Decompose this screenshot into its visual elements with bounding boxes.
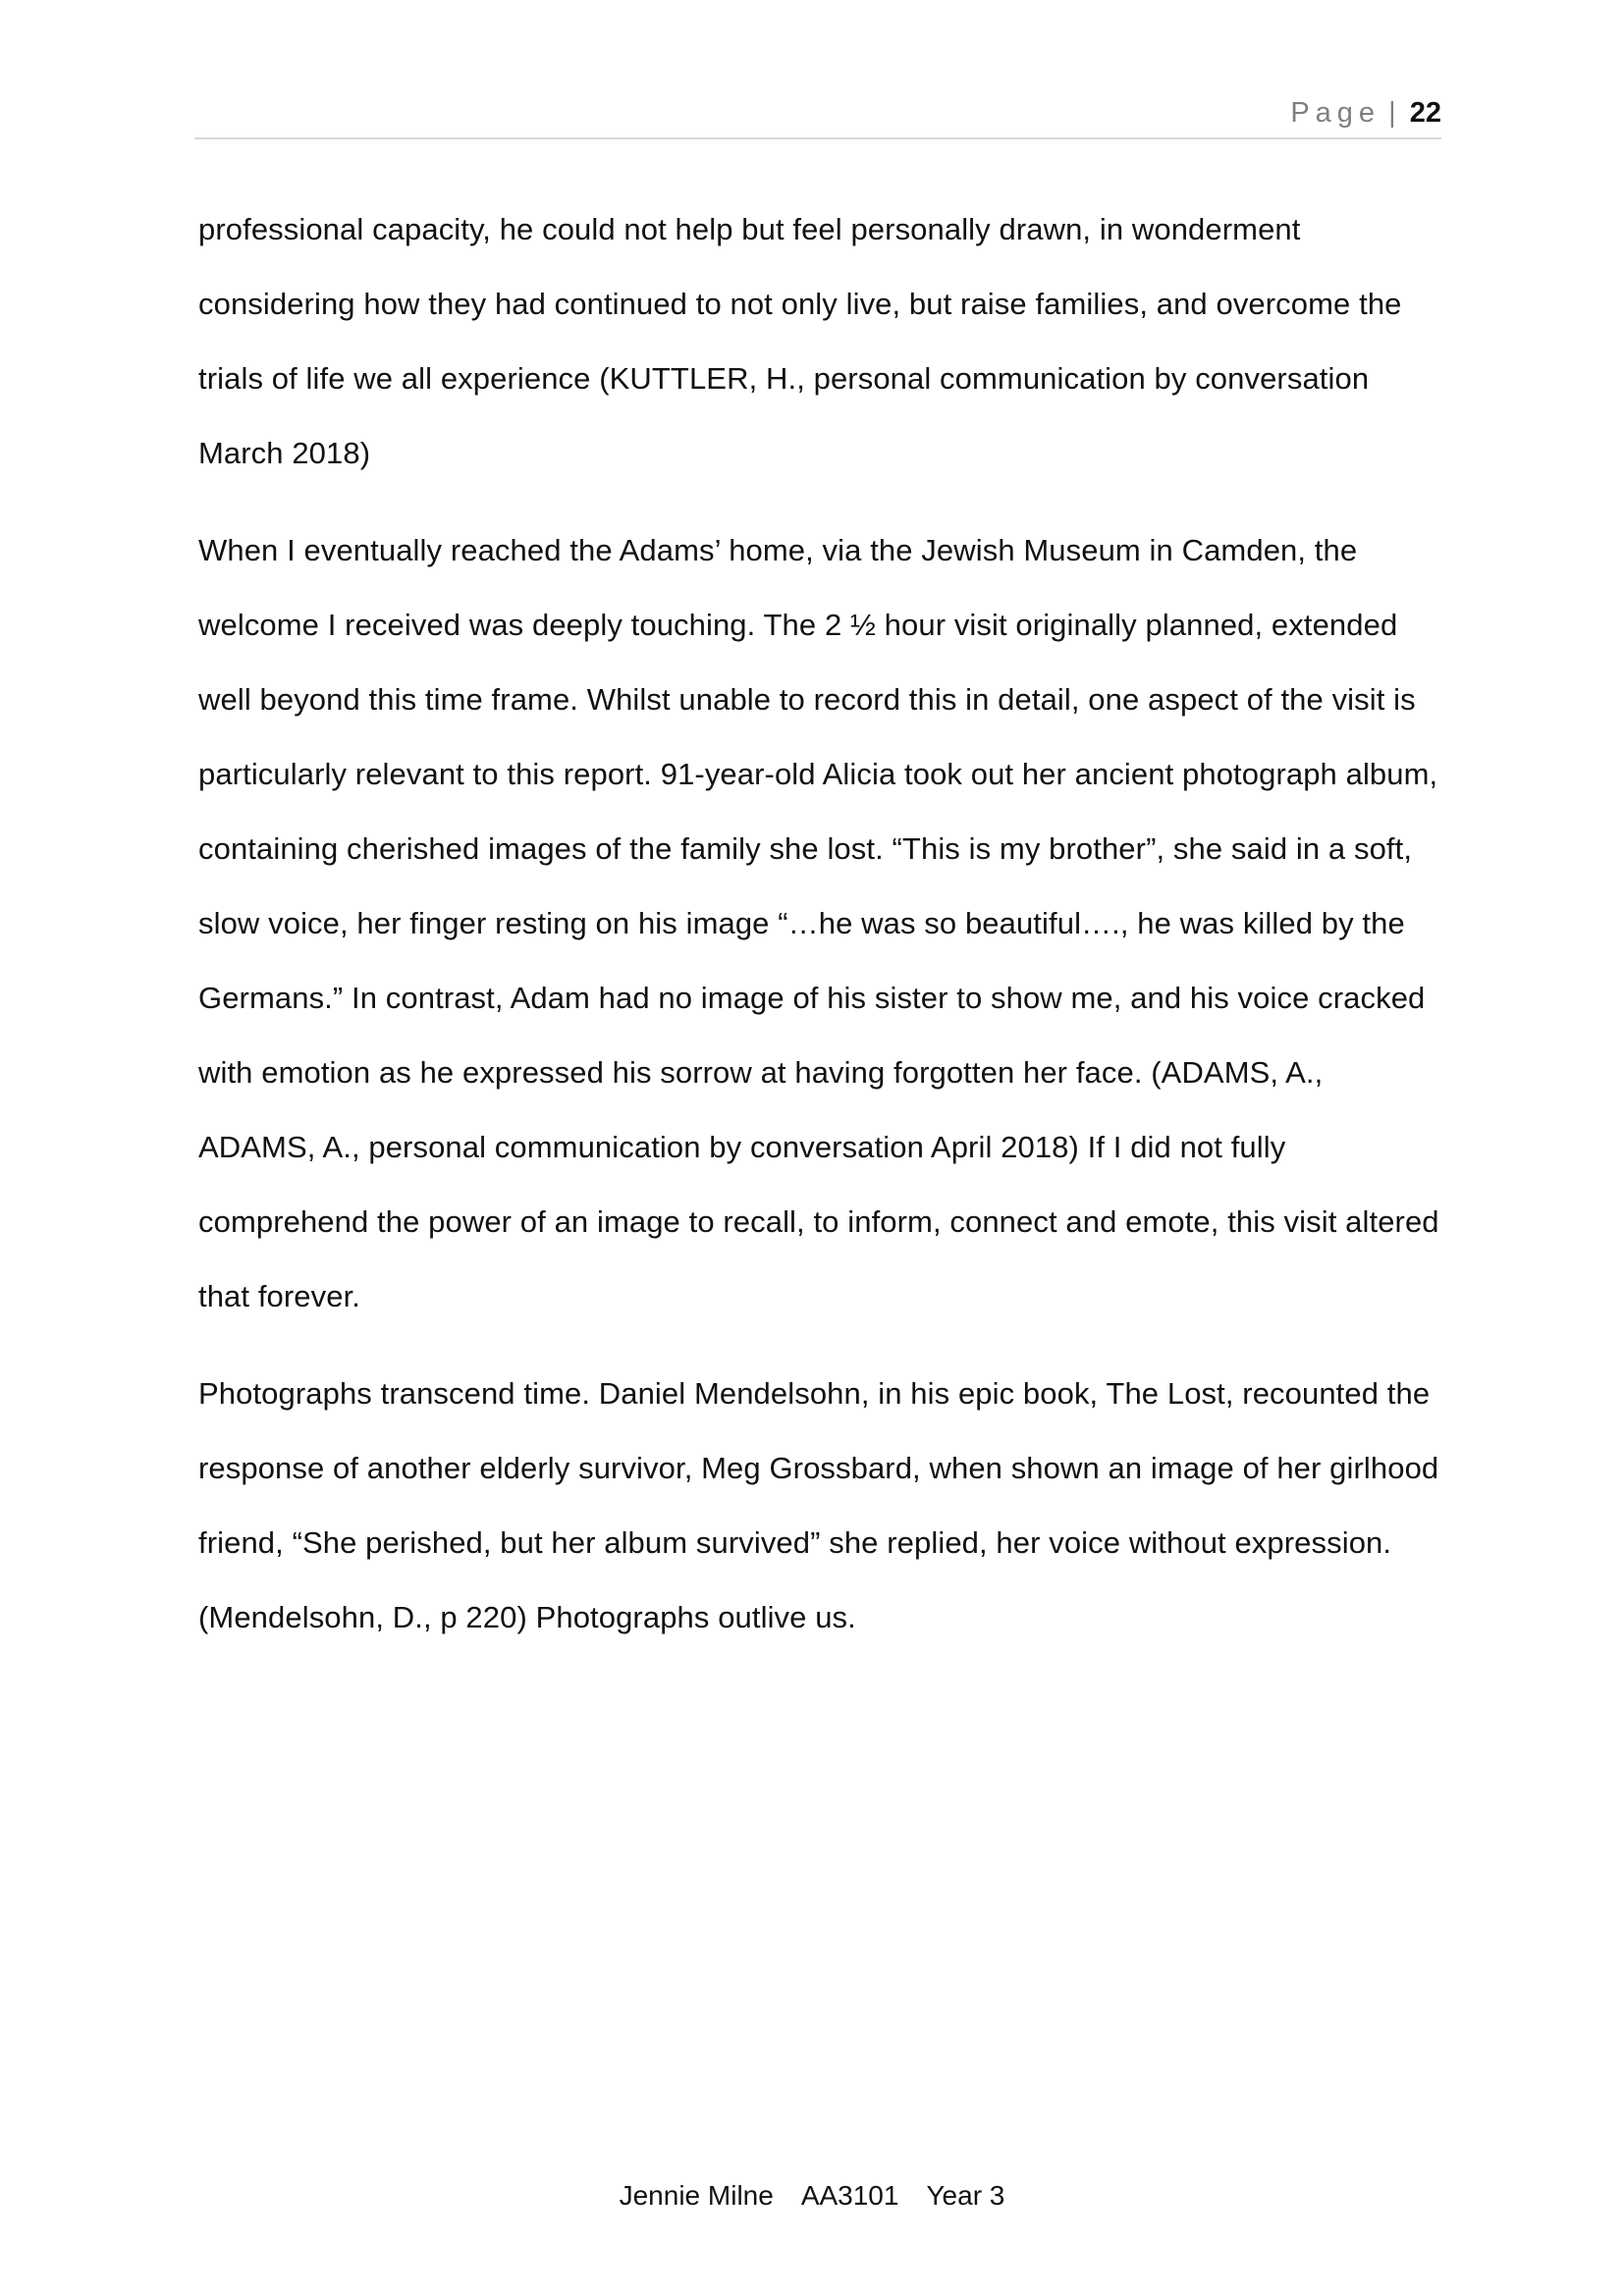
footer-course-code: AA3101 [800, 2180, 899, 2211]
page-header [194, 94, 1441, 139]
paragraph-3: Photographs transcend time. Daniel Mendelsohn, in his epic book, The Lost, recounted the response of another elderly survivor, Meg Grossbard, when shown an image of her girlhood friend, “She perished, but her album survived” she replied, her voice without expression. (Mendelsohn, D., p 220) Photographs outlive us. [198, 1376, 1439, 1634]
page-footer [0, 2179, 1624, 2213]
page-number: 22 [1409, 97, 1441, 129]
page-separator: | [1388, 97, 1396, 129]
paragraph-2: When I eventually reached the Adams’ home, via the Jewish Museum in Camden, the welcome I received was deeply touching. The 2 ½ hour visit originally planned, extended well beyond this time frame. Whilst unable to record this in detail, one aspect of the visit is particularly relevant to this report. 91-year-old Alicia took out her ancient photograph album, containing cherished images of the family she lost. “This is my brother”, she said in a soft, slow voice, her finger resting on his image “…he was so beautiful…., he was killed by the Germans.” In contrast, Adam had no image of his sister to show me, and his voice cracked with emotion as he expressed his sorrow at having forgotten her face. (ADAMS, A., ADAMS, A., personal communication by conversation April 2018) If I did not fully comprehend the power of an image to recall, to inform, connect and emote, this visit altered that forever. [198, 533, 1439, 1313]
footer-year: Year 3 [926, 2180, 1005, 2211]
page-label: Page [1290, 97, 1381, 129]
page-number-block [1290, 98, 1441, 128]
footer-author: Jennie Milne [619, 2180, 774, 2211]
paragraph-1: professional capacity, he could not help but feel personally drawn, in wonderment considering how they had continued to not only live, but raise families, and overcome the trials of life we all experience (KUTTLER, H., personal communication by conversation March 2018) [198, 212, 1402, 470]
body-text [198, 192, 1443, 1678]
